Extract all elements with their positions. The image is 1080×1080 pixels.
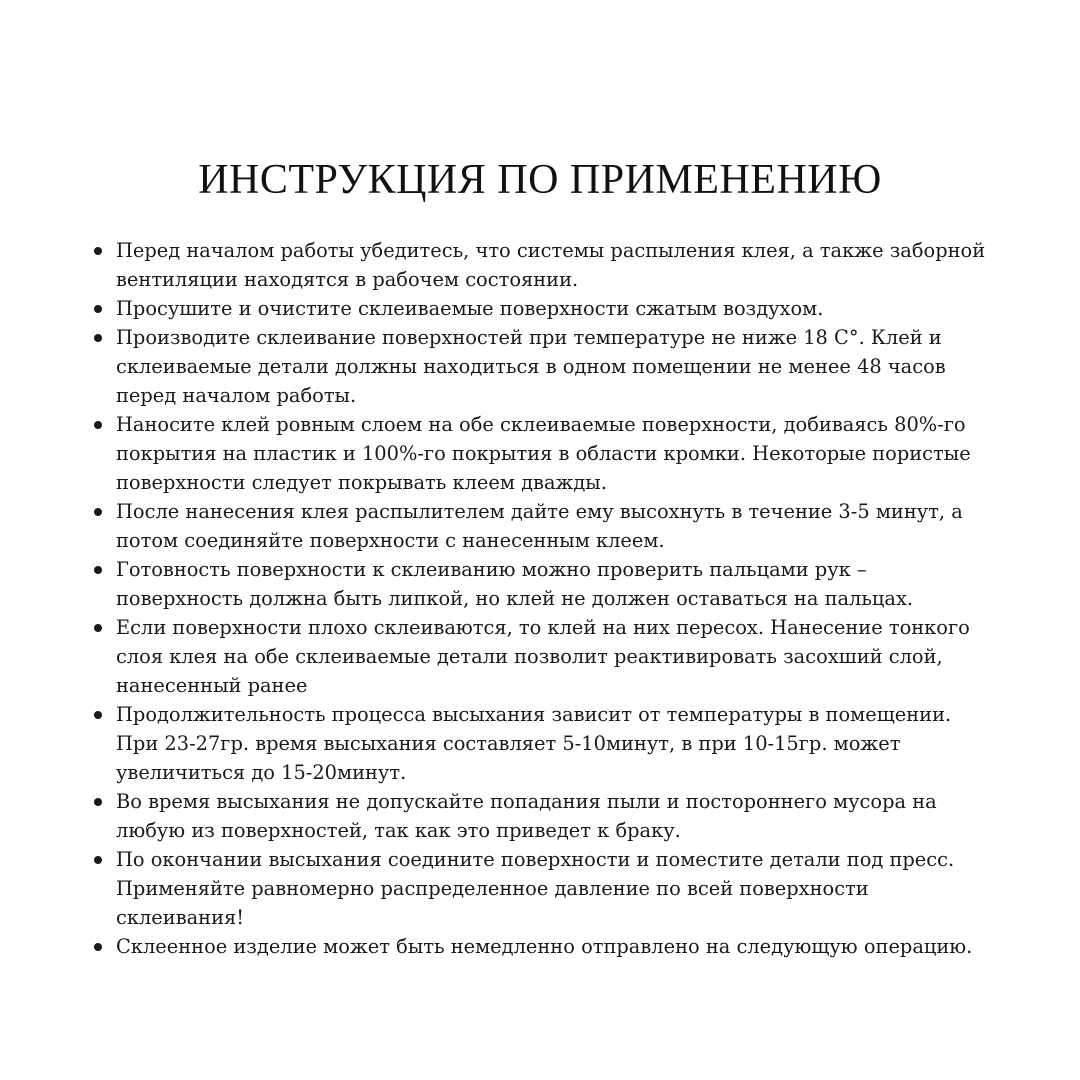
list-item-line: покрытия на пластик и 100%-го покрытия в области кромки. Некоторые пористые: [116, 442, 971, 465]
list-item-line: поверхность должна быть липкой, но клей не должен оставаться на пальцах.: [116, 587, 914, 610]
list-item: [92, 932, 997, 961]
list-item: [92, 323, 997, 410]
list-item: [92, 410, 997, 497]
list-item-line: слоя клея на обе склеиваемые детали позволит реактивировать засохший слой,: [116, 645, 943, 668]
bullet-icon: [94, 247, 102, 255]
bullet-icon: [94, 334, 102, 342]
list-item-line: поверхности следует покрывать клеем дважды.: [116, 471, 607, 494]
bullet-icon: [94, 566, 102, 574]
list-item-line: Если поверхности плохо склеиваются, то клей на них пересох. Нанесение тонкого: [116, 616, 970, 639]
list-item-line: вентиляции находятся в рабочем состоянии.: [116, 268, 579, 291]
list-item-line: Просушите и очистите склеиваемые поверхности сжатым воздухом.: [116, 297, 824, 320]
list-item-line: склеивания!: [116, 906, 245, 929]
list-item: [92, 700, 997, 787]
bullet-icon: [94, 624, 102, 632]
list-item-line: По окончании высыхания соедините поверхности и поместите детали под пресс.: [116, 848, 955, 871]
list-item-line: Во время высыхания не допускайте попадания пыли и постороннего мусора на: [116, 790, 937, 813]
list-item: [92, 294, 997, 323]
bullet-icon: [94, 421, 102, 429]
list-item-line: перед началом работы.: [116, 384, 357, 407]
list-item: [92, 555, 997, 613]
instruction-list: [92, 236, 997, 961]
list-item-line: Перед началом работы убедитесь, что системы распыления клея, а также заборной: [116, 239, 986, 262]
bullet-icon: [94, 798, 102, 806]
bullet-icon: [94, 856, 102, 864]
list-item-line: склеиваемые детали должны находиться в одном помещении не менее 48 часов: [116, 355, 946, 378]
list-item: [92, 236, 997, 294]
bullet-icon: [94, 711, 102, 719]
list-item-line: любую из поверхностей, так как это приведет к браку.: [116, 819, 681, 842]
list-item-line: Наносите клей ровным слоем на обе склеиваемые поверхности, добиваясь 80%-го: [116, 413, 966, 436]
page-title: ИНСТРУКЦИЯ ПО ПРИМЕНЕНИЮ: [198, 157, 882, 203]
list-item-line: После нанесения клея распылителем дайте ему высохнуть в течение 3-5 минут, а: [116, 500, 963, 523]
list-item-line: Склеенное изделие может быть немедленно отправлено на следующую операцию.: [116, 935, 973, 958]
bullet-icon: [94, 305, 102, 313]
list-item-line: Применяйте равномерно распределенное давление по всей поверхности: [116, 877, 869, 900]
list-item: [92, 845, 997, 932]
list-item-line: нанесенный ранее: [116, 674, 308, 697]
list-item-line: При 23-27гр. время высыхания составляет 5-10минут, в при 10-15гр. может: [116, 732, 901, 755]
list-item-line: Продолжительность процесса высыхания зависит от температуры в помещении.: [116, 703, 952, 726]
list-item: [92, 497, 997, 555]
bullet-icon: [94, 943, 102, 951]
list-item-line: Производите склеивание поверхностей при температуре не ниже 18 С°. Клей и: [116, 326, 942, 349]
list-item-line: Готовность поверхности к склеиванию можно проверить пальцами рук –: [116, 558, 867, 581]
list-item-line: увеличиться до 15-20минут.: [116, 761, 407, 784]
list-item-line: потом соединяйте поверхности с нанесенным клеем.: [116, 529, 665, 552]
bullet-icon: [94, 508, 102, 516]
list-item: [92, 613, 997, 700]
list-item: [92, 787, 997, 845]
